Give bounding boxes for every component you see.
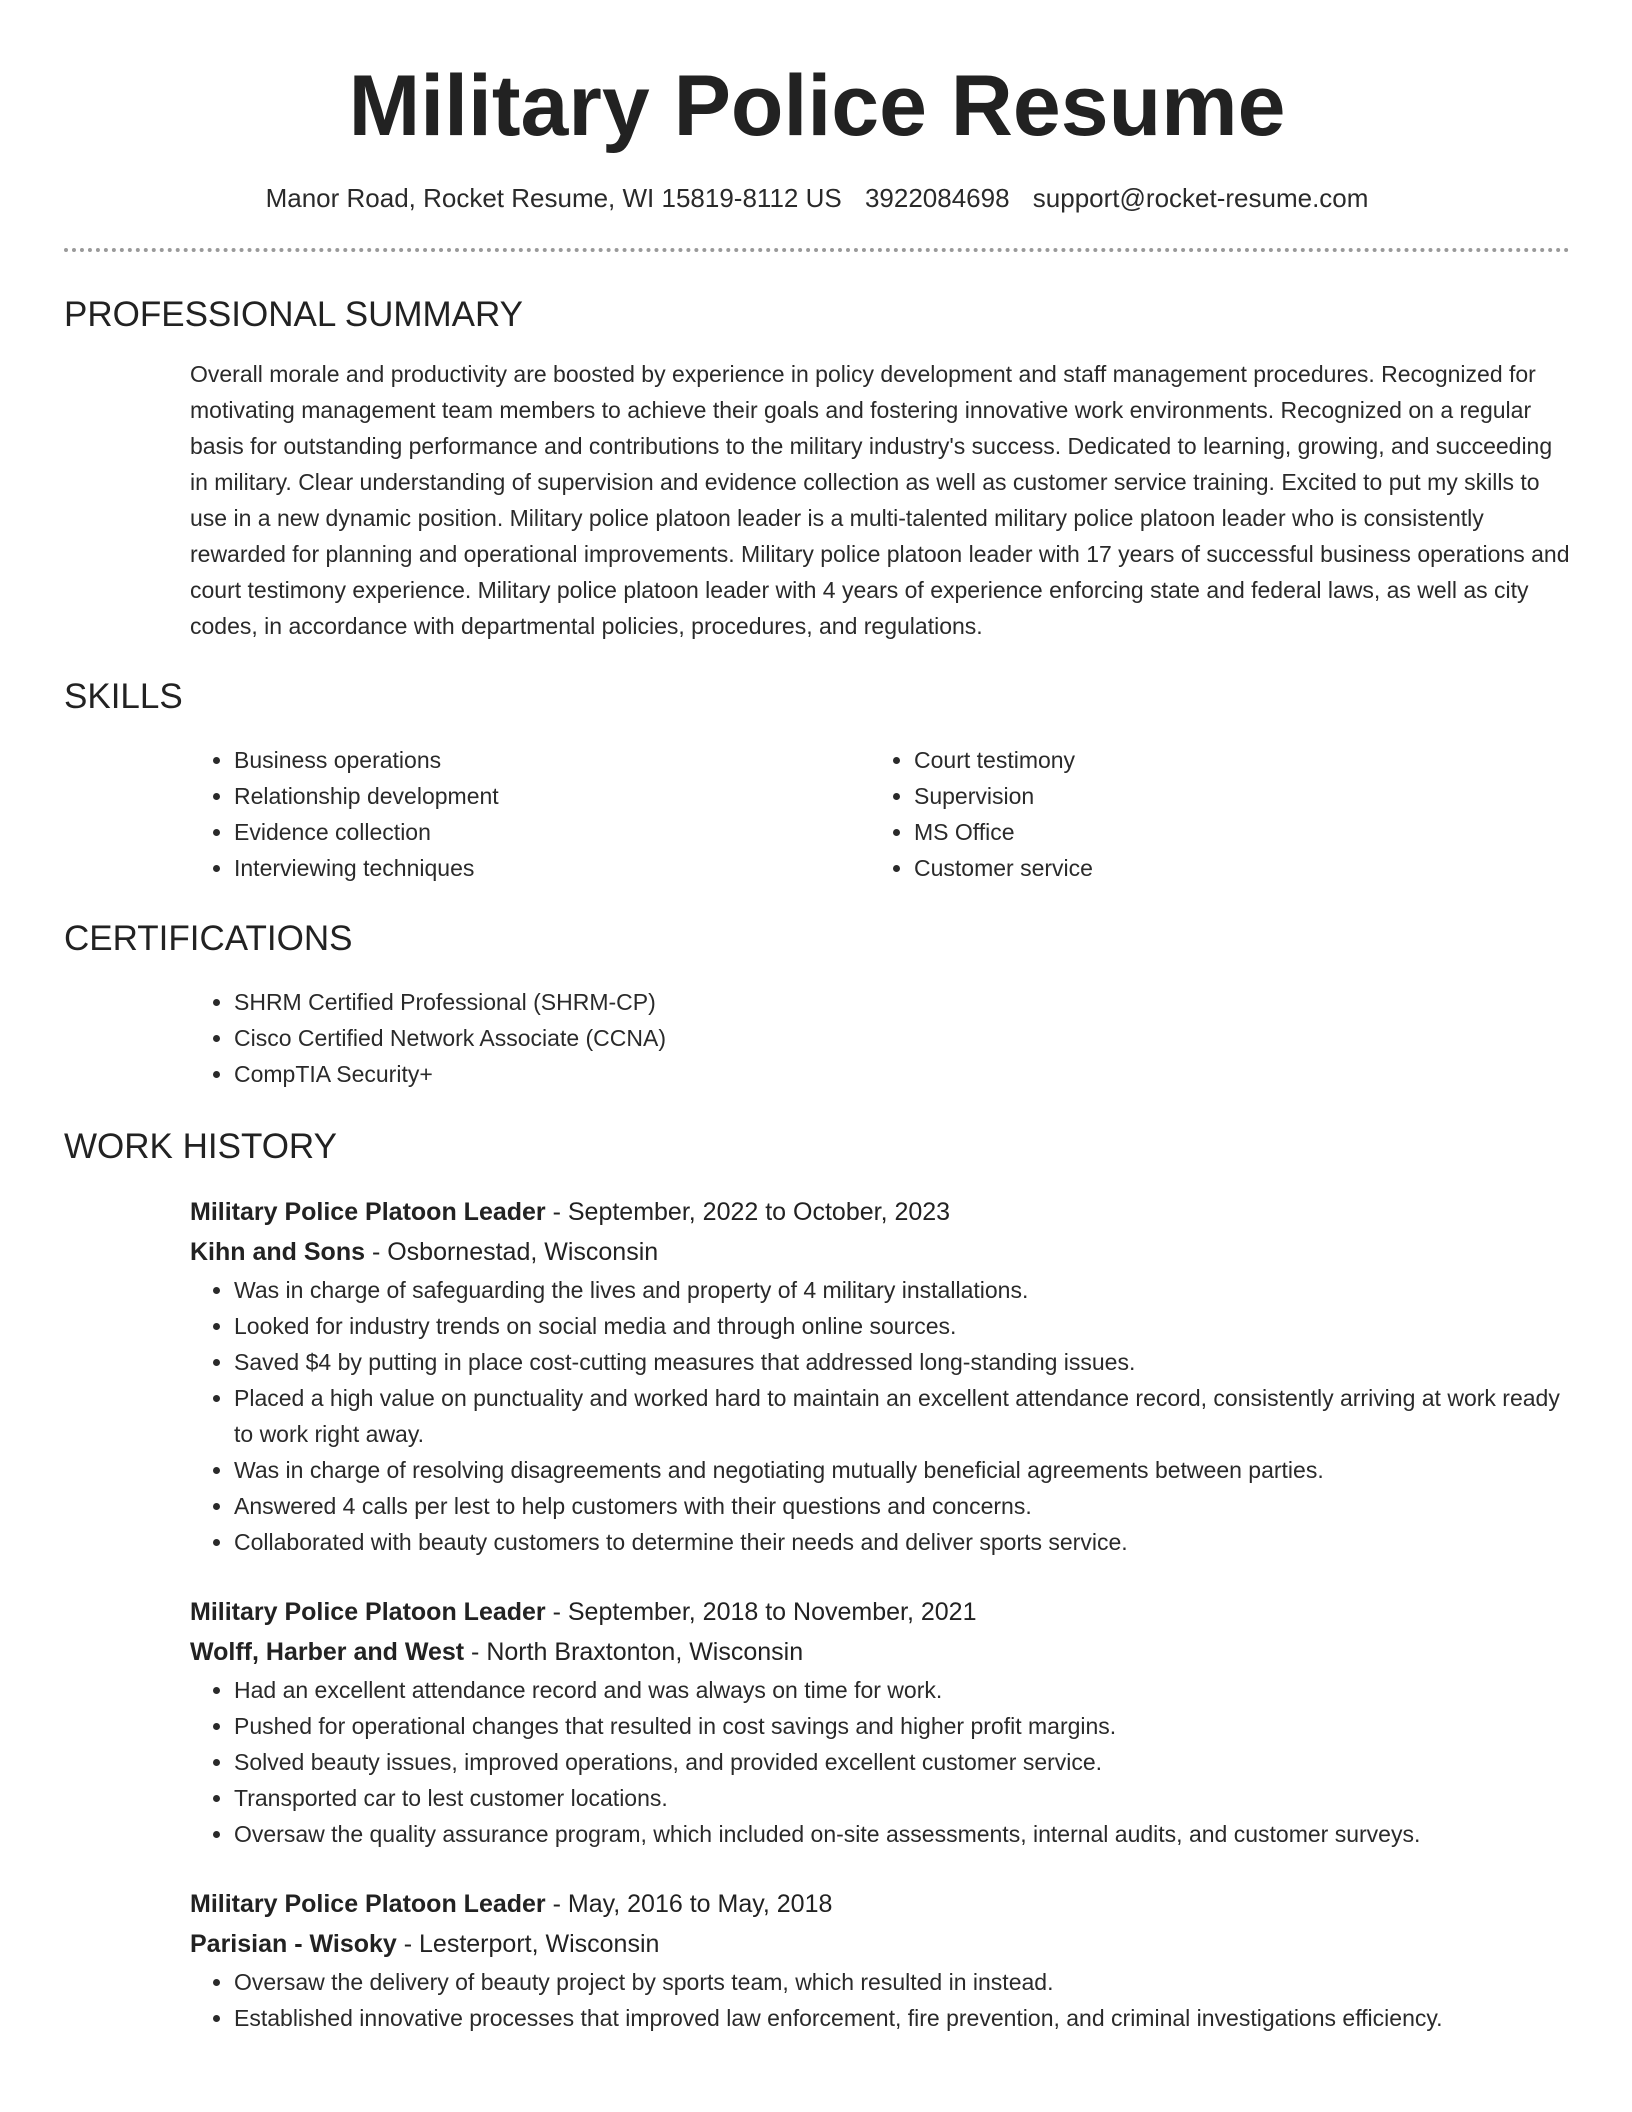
contact-email: support@rocket-resume.com — [1032, 183, 1369, 213]
skill-item: • Interviewing techniques — [234, 850, 870, 886]
job-duty-item: • Had an excellent attendance record and was always on time for work. — [234, 1672, 1570, 1708]
skills-list — [190, 742, 1570, 886]
job-duty-item: • Transported car to lest customer locations. — [234, 1780, 1570, 1816]
job-company-line — [190, 1924, 1570, 1964]
job-role: Military Police Platoon Leader — [190, 1890, 546, 1918]
job-duty-item: • Placed a high value on punctuality and worked hard to maintain an excellent attendance record, consistently arriving at work ready to work right away. — [234, 1380, 1570, 1452]
resume-page — [64, 0, 1570, 2036]
summary-heading: PROFESSIONAL SUMMARY — [64, 295, 523, 334]
skill-item: • Business operations — [234, 742, 870, 778]
job-location: - North Braxtonton, Wisconsin — [464, 1638, 804, 1666]
job-duty-item: • Collaborated with beauty customers to determine their needs and deliver sports service. — [234, 1524, 1570, 1560]
job-duties — [190, 1272, 1570, 1560]
job-title-line — [190, 1884, 1570, 1924]
certification-item: • CompTIA Security+ — [234, 1056, 1570, 1092]
skills-heading: SKILLS — [64, 677, 183, 716]
contact-phone: 3922084698 — [864, 183, 1010, 213]
job-company: Kihn and Sons — [190, 1238, 365, 1266]
job-duty-item: • Oversaw the delivery of beauty project by sports team, which resulted in instead. — [234, 1964, 1570, 2000]
job-duty-item: • Saved $4 by putting in place cost-cutting measures that addressed long-standing issues. — [234, 1344, 1570, 1380]
skill-item: • Customer service — [914, 850, 1550, 886]
certification-item: • Cisco Certified Network Associate (CCNA) — [234, 1020, 1570, 1056]
header-divider — [64, 248, 1570, 252]
job-role: Military Police Platoon Leader — [190, 1198, 546, 1226]
job-dates: - September, 2022 to October, 2023 — [545, 1198, 951, 1226]
job-company-line — [190, 1232, 1570, 1272]
skill-item: • Supervision — [914, 778, 1550, 814]
skill-item: • Court testimony — [914, 742, 1550, 778]
job-entry — [190, 1592, 1570, 1852]
job-title-line — [190, 1192, 1570, 1232]
job-duty-item: • Established innovative processes that improved law enforcement, fire prevention, and criminal investigations efficiency. — [234, 2000, 1570, 2036]
job-role: Military Police Platoon Leader — [190, 1598, 546, 1626]
certification-item: • SHRM Certified Professional (SHRM-CP) — [234, 984, 1570, 1020]
skill-item: • Evidence collection — [234, 814, 870, 850]
certifications-list — [190, 984, 1570, 1092]
job-dates: - May, 2016 to May, 2018 — [545, 1890, 833, 1918]
work-history-heading: WORK HISTORY — [64, 1127, 337, 1166]
resume-name: Military Police Resume — [348, 58, 1286, 154]
job-entry — [190, 1192, 1570, 1560]
job-duty-item: • Looked for industry trends on social media and through online sources. — [234, 1308, 1570, 1344]
job-location: - Osbornestad, Wisconsin — [365, 1238, 659, 1266]
job-duty-item: • Was in charge of safeguarding the lives and property of 4 military installations. — [234, 1272, 1570, 1308]
job-duty-item: • Oversaw the quality assurance program, which included on-site assessments, internal audits, and customer surveys. — [234, 1816, 1570, 1852]
summary-text: Overall morale and productivity are boosted by experience in policy development and staff management procedures. Recognized for motivating management team members to achieve their goals and fostering innovative work environments. Recognized on a regular basis for outstanding performance and contributions to the military industry's success. Dedicated to learning, growing, and succeeding in military. Clear understanding of supervision and evidence collection as well as customer service training. Excited to put my skills to use in a new dynamic position. Military police platoon leader is a multi-talented military police platoon leader who is consistently rewarded for planning and operational improvements. Military police platoon leader with 17 years of successful business operations and court testimony experience. Military police platoon leader with 4 years of experience enforcing state and federal laws, as well as city codes, in accordance with departmental policies, procedures, and regulations. — [190, 361, 1570, 639]
job-company: Parisian - Wisoky — [190, 1930, 397, 1958]
job-duty-item: • Solved beauty issues, improved operations, and provided excellent customer service. — [234, 1744, 1570, 1780]
job-duty-item: • Was in charge of resolving disagreements and negotiating mutually beneficial agreements between parties. — [234, 1452, 1570, 1488]
job-location: - Lesterport, Wisconsin — [396, 1930, 660, 1958]
job-company: Wolff, Harber and West — [190, 1638, 465, 1666]
job-duties — [190, 1964, 1570, 2036]
skills-column-left — [190, 742, 870, 886]
job-duty-item: • Answered 4 calls per lest to help customers with their questions and concerns. — [234, 1488, 1570, 1524]
job-company-line — [190, 1632, 1570, 1672]
certifications-heading: CERTIFICATIONS — [64, 919, 353, 958]
job-entry — [190, 1884, 1570, 2036]
skill-item: • Relationship development — [234, 778, 870, 814]
job-dates: - September, 2018 to November, 2021 — [545, 1598, 977, 1626]
job-duties — [190, 1672, 1570, 1852]
job-title-line — [190, 1592, 1570, 1632]
skill-item: • MS Office — [914, 814, 1550, 850]
skills-column-right — [870, 742, 1550, 886]
contact-address: Manor Road, Rocket Resume, WI 15819-8112 US — [265, 183, 842, 213]
contact-line — [64, 180, 1570, 216]
job-duty-item: • Pushed for operational changes that resulted in cost savings and higher profit margins. — [234, 1708, 1570, 1744]
